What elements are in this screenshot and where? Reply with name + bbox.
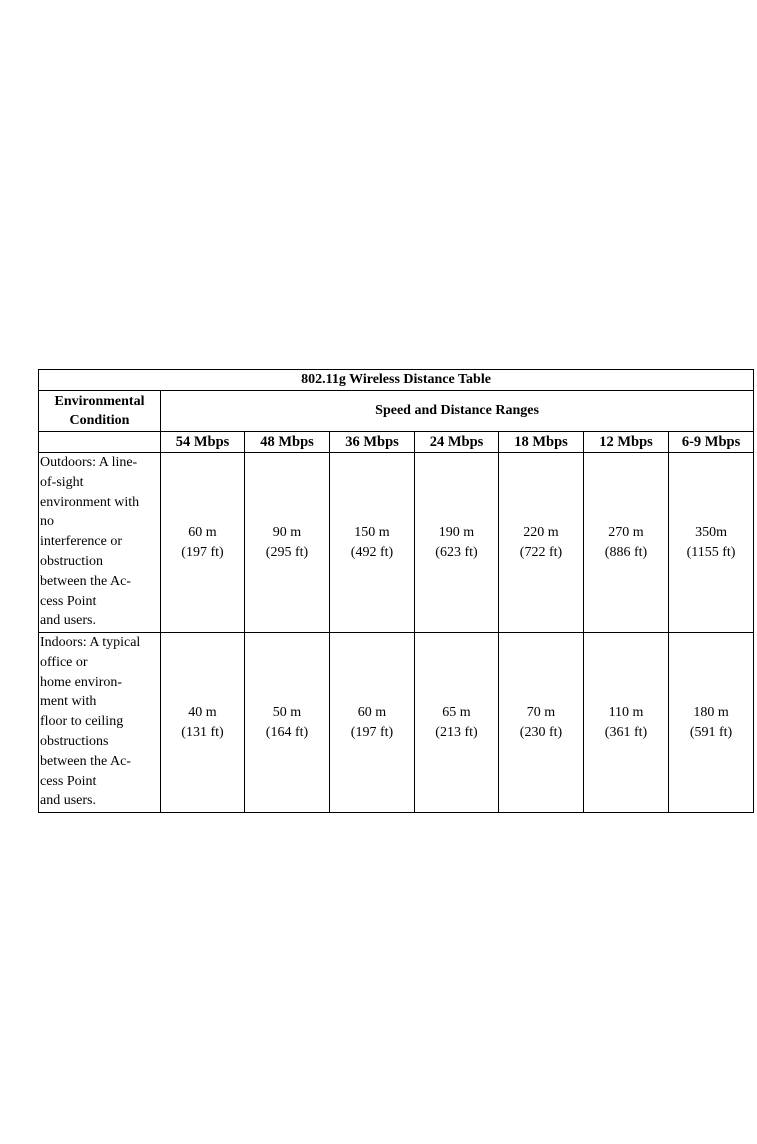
condition-line: cess Point bbox=[40, 593, 97, 609]
distance-feet: (361 ft) bbox=[604, 724, 648, 740]
table-row bbox=[39, 633, 754, 813]
distance-meters: 70 m bbox=[526, 704, 556, 720]
condition-line: home environ- bbox=[40, 674, 123, 690]
distance-cell bbox=[415, 633, 499, 813]
condition-line: floor to ceiling bbox=[40, 714, 124, 730]
distance-cell bbox=[499, 633, 584, 813]
env-header-line2: Condition bbox=[69, 413, 130, 428]
distance-feet: (1155 ft) bbox=[686, 544, 736, 560]
distance-cell bbox=[499, 453, 584, 633]
speed-header: 54 Mbps bbox=[161, 432, 245, 453]
distance-cell bbox=[245, 633, 330, 813]
distance-meters: 180 m bbox=[693, 704, 729, 720]
distance-meters: 90 m bbox=[272, 524, 302, 540]
distance-meters: 65 m bbox=[442, 704, 471, 720]
distance-meters: 40 m bbox=[188, 704, 217, 720]
distance-meters: 50 m bbox=[272, 704, 302, 720]
distance-meters: 350m bbox=[695, 524, 727, 540]
distance-meters: 60 m bbox=[188, 524, 217, 540]
condition-line: interference or bbox=[40, 534, 122, 550]
distance-feet: (230 ft) bbox=[519, 724, 563, 740]
distance-feet: (197 ft) bbox=[350, 724, 394, 740]
env-header-line1: Environmental bbox=[54, 394, 145, 409]
distance-meters: 150 m bbox=[354, 524, 390, 540]
distance-feet: (591 ft) bbox=[689, 724, 733, 740]
distance-meters: 190 m bbox=[438, 524, 475, 540]
condition-line: obstruction bbox=[40, 553, 103, 569]
condition-line: obstructions bbox=[40, 733, 109, 749]
speed-header: 24 Mbps bbox=[415, 432, 499, 453]
distance-meters: 220 m bbox=[523, 524, 559, 540]
distance-meters: 270 m bbox=[608, 524, 644, 540]
distance-cell bbox=[584, 633, 669, 813]
distance-cell bbox=[669, 633, 754, 813]
distance-feet: (197 ft) bbox=[181, 544, 224, 560]
condition-line: office or bbox=[40, 654, 88, 670]
wireless-distance-table bbox=[38, 369, 754, 813]
distance-cell bbox=[161, 633, 245, 813]
distance-meters: 60 m bbox=[357, 704, 387, 720]
condition-line: of-sight bbox=[40, 474, 84, 490]
speed-header: 48 Mbps bbox=[245, 432, 330, 453]
condition-line: and users. bbox=[40, 613, 96, 629]
distance-feet: (131 ft) bbox=[181, 724, 224, 740]
environmental-condition-header bbox=[39, 391, 161, 432]
distance-meters: 110 m bbox=[608, 704, 644, 720]
outdoors-condition-cell bbox=[39, 453, 161, 633]
condition-line: environment with bbox=[40, 494, 140, 510]
condition-line: between the Ac- bbox=[40, 573, 131, 589]
speed-distance-header: Speed and Distance Ranges bbox=[161, 391, 754, 432]
speed-header: 18 Mbps bbox=[499, 432, 584, 453]
speed-header: 12 Mbps bbox=[584, 432, 669, 453]
speed-row bbox=[39, 432, 754, 453]
distance-feet: (492 ft) bbox=[350, 544, 394, 560]
table-title: 802.11g Wireless Distance Table bbox=[39, 370, 754, 391]
condition-line: and users. bbox=[40, 793, 96, 809]
speed-header: 36 Mbps bbox=[330, 432, 415, 453]
condition-line: Indoors: A typical bbox=[40, 635, 141, 650]
indoors-condition-cell bbox=[39, 633, 161, 813]
speed-header: 6-9 Mbps bbox=[669, 432, 754, 453]
distance-cell bbox=[669, 453, 754, 633]
condition-line: between the Ac- bbox=[40, 753, 131, 769]
distance-cell bbox=[330, 633, 415, 813]
title-row bbox=[39, 370, 754, 391]
blank-header-cell bbox=[39, 432, 161, 453]
distance-feet: (722 ft) bbox=[519, 544, 563, 560]
condition-line: no bbox=[40, 514, 54, 530]
distance-cell bbox=[330, 453, 415, 633]
distance-cell bbox=[415, 453, 499, 633]
distance-feet: (295 ft) bbox=[265, 544, 309, 560]
distance-cell bbox=[161, 453, 245, 633]
header-row bbox=[39, 391, 754, 432]
condition-line: cess Point bbox=[40, 773, 97, 789]
table-row bbox=[39, 453, 754, 633]
distance-feet: (886 ft) bbox=[604, 544, 648, 560]
condition-line: ment with bbox=[40, 694, 97, 710]
distance-cell bbox=[584, 453, 669, 633]
distance-feet: (164 ft) bbox=[265, 724, 309, 740]
distance-feet: (623 ft) bbox=[435, 544, 478, 560]
condition-line: Outdoors: A line- bbox=[40, 455, 138, 470]
distance-feet: (213 ft) bbox=[435, 724, 478, 740]
distance-cell bbox=[245, 453, 330, 633]
